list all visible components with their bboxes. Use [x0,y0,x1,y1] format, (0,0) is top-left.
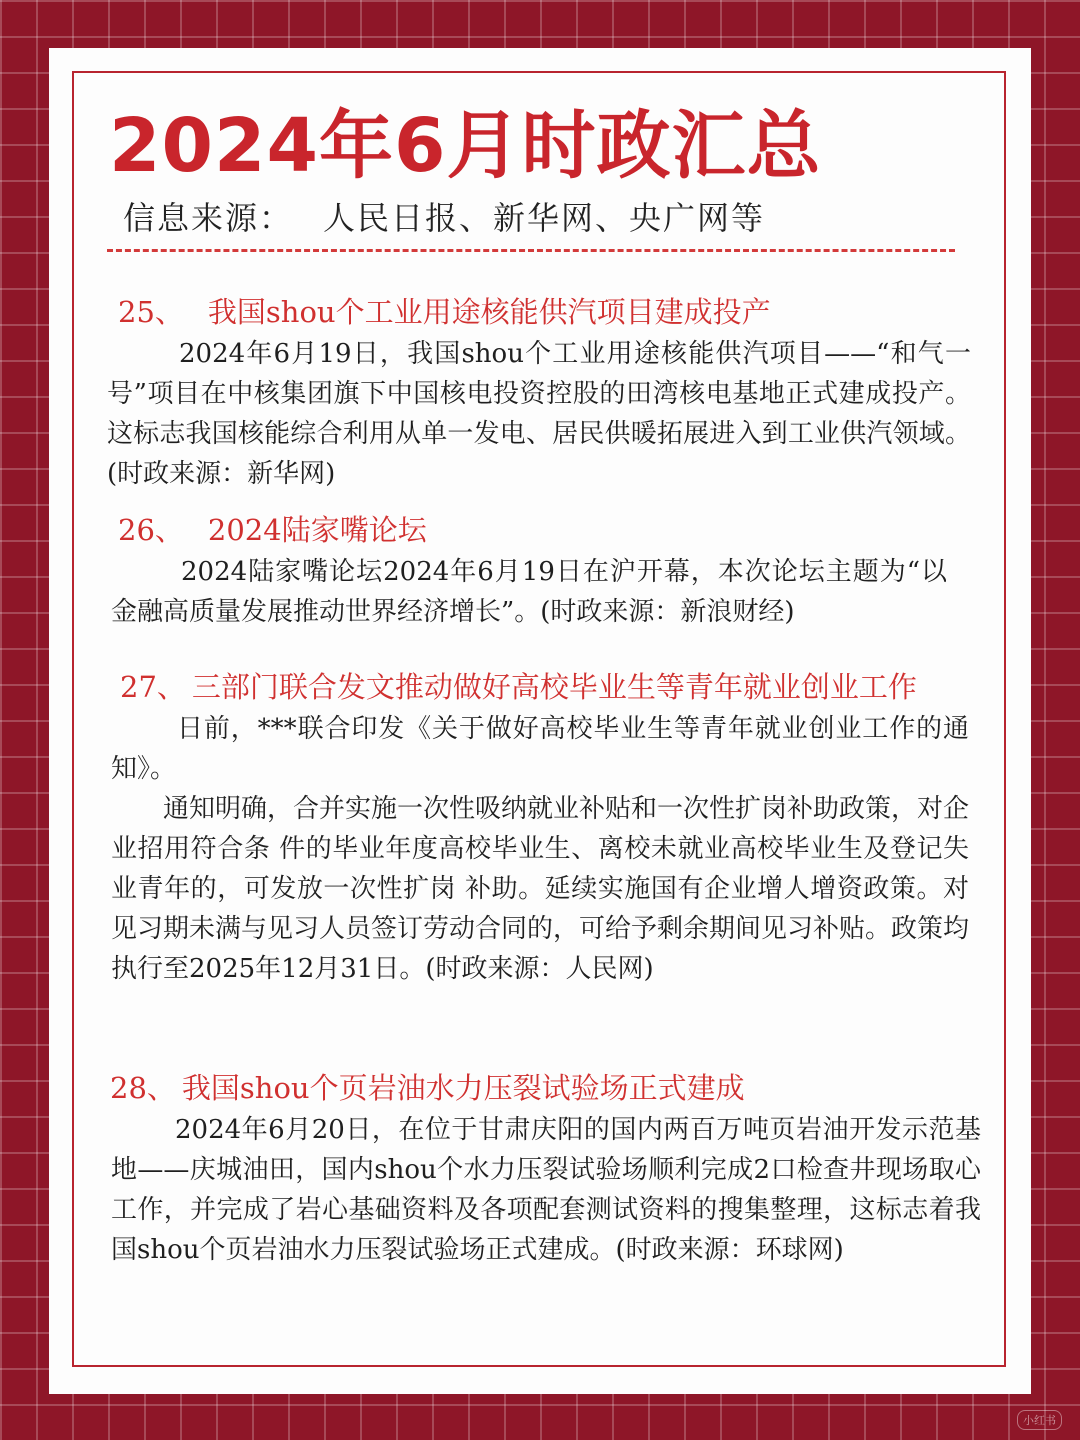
item-27-title [120,667,917,707]
item-number: 25、 [118,295,184,329]
item-25-paragraph: 2024年6月19日，我国shou个工业用途核能供汽项目——“和气一号”项目在中核集团旗下中国核电投资控股的田湾核电基地正式建成投产。这标志我国核能综合利用从单一发电、居民供暖拓展进入到工业供汽领域。(时政来源：新华网) [107,339,971,489]
item-27-paragraph-1: 日前，***联合印发《关于做好高校毕业生等青年就业创业工作的通知》。 [111,714,969,784]
item-number: 27、 [120,670,186,704]
item-28-title [110,1068,745,1108]
item-28-paragraph: 2024年6月20日，在位于甘肃庆阳的国内两百万吨页岩油开发示范基地——庆城油田，国内shou个水力压裂试验场顺利完成2口检查井现场取心工作，并完成了岩心基础资料及各项配套测试资料的搜集整理，这标志着我国shou个页岩油水力压裂试验场正式建成。(时政来源：环球网) [111,1115,981,1265]
watermark-logo: 小红书 [1017,1410,1062,1430]
item-heading: 我国shou个工业用途核能供汽项目建成投产 [207,295,771,329]
item-26-title [118,510,427,550]
item-27-paragraph-2: 通知明确，合并实施一次性吸纳就业补贴和一次性扩岗补助政策，对企业招用符合条 件的毕业年度高校毕业生、离校未就业高校毕业生及登记失业青年的，可发放一次性扩岗 补助。延续实施国有企业增人增资政策。对见习期未满与见习人员签订劳动合同的，可给予剩余期间见习补贴。政策均执行至2025年12月31日。(时政来源：人民网) [111,794,970,984]
item-number: 26、 [118,513,184,547]
source-label: 信息来源： [123,199,294,237]
item-number: 28、 [110,1071,176,1105]
item-heading: 我国shou个页岩油水力压裂试验场正式建成 [181,1071,745,1105]
item-26-paragraph: 2024陆家嘴论坛2024年6月19日在沪开幕，本次论坛主题为“以金融高质量发展推动世界经济增长”。(时政来源：新浪财经) [111,557,947,627]
content-card [49,48,1031,1394]
source-value: 人民日报、新华网、央广网等 [323,199,766,237]
item-25-title [118,292,771,332]
page-title: 2024年6月时政汇总 [109,103,822,189]
item-heading: 三部门联合发文推动做好高校毕业生等青年就业创业工作 [191,670,917,704]
dashed-divider [107,249,955,252]
source-line [123,198,765,238]
item-heading: 2024陆家嘴论坛 [207,513,427,547]
